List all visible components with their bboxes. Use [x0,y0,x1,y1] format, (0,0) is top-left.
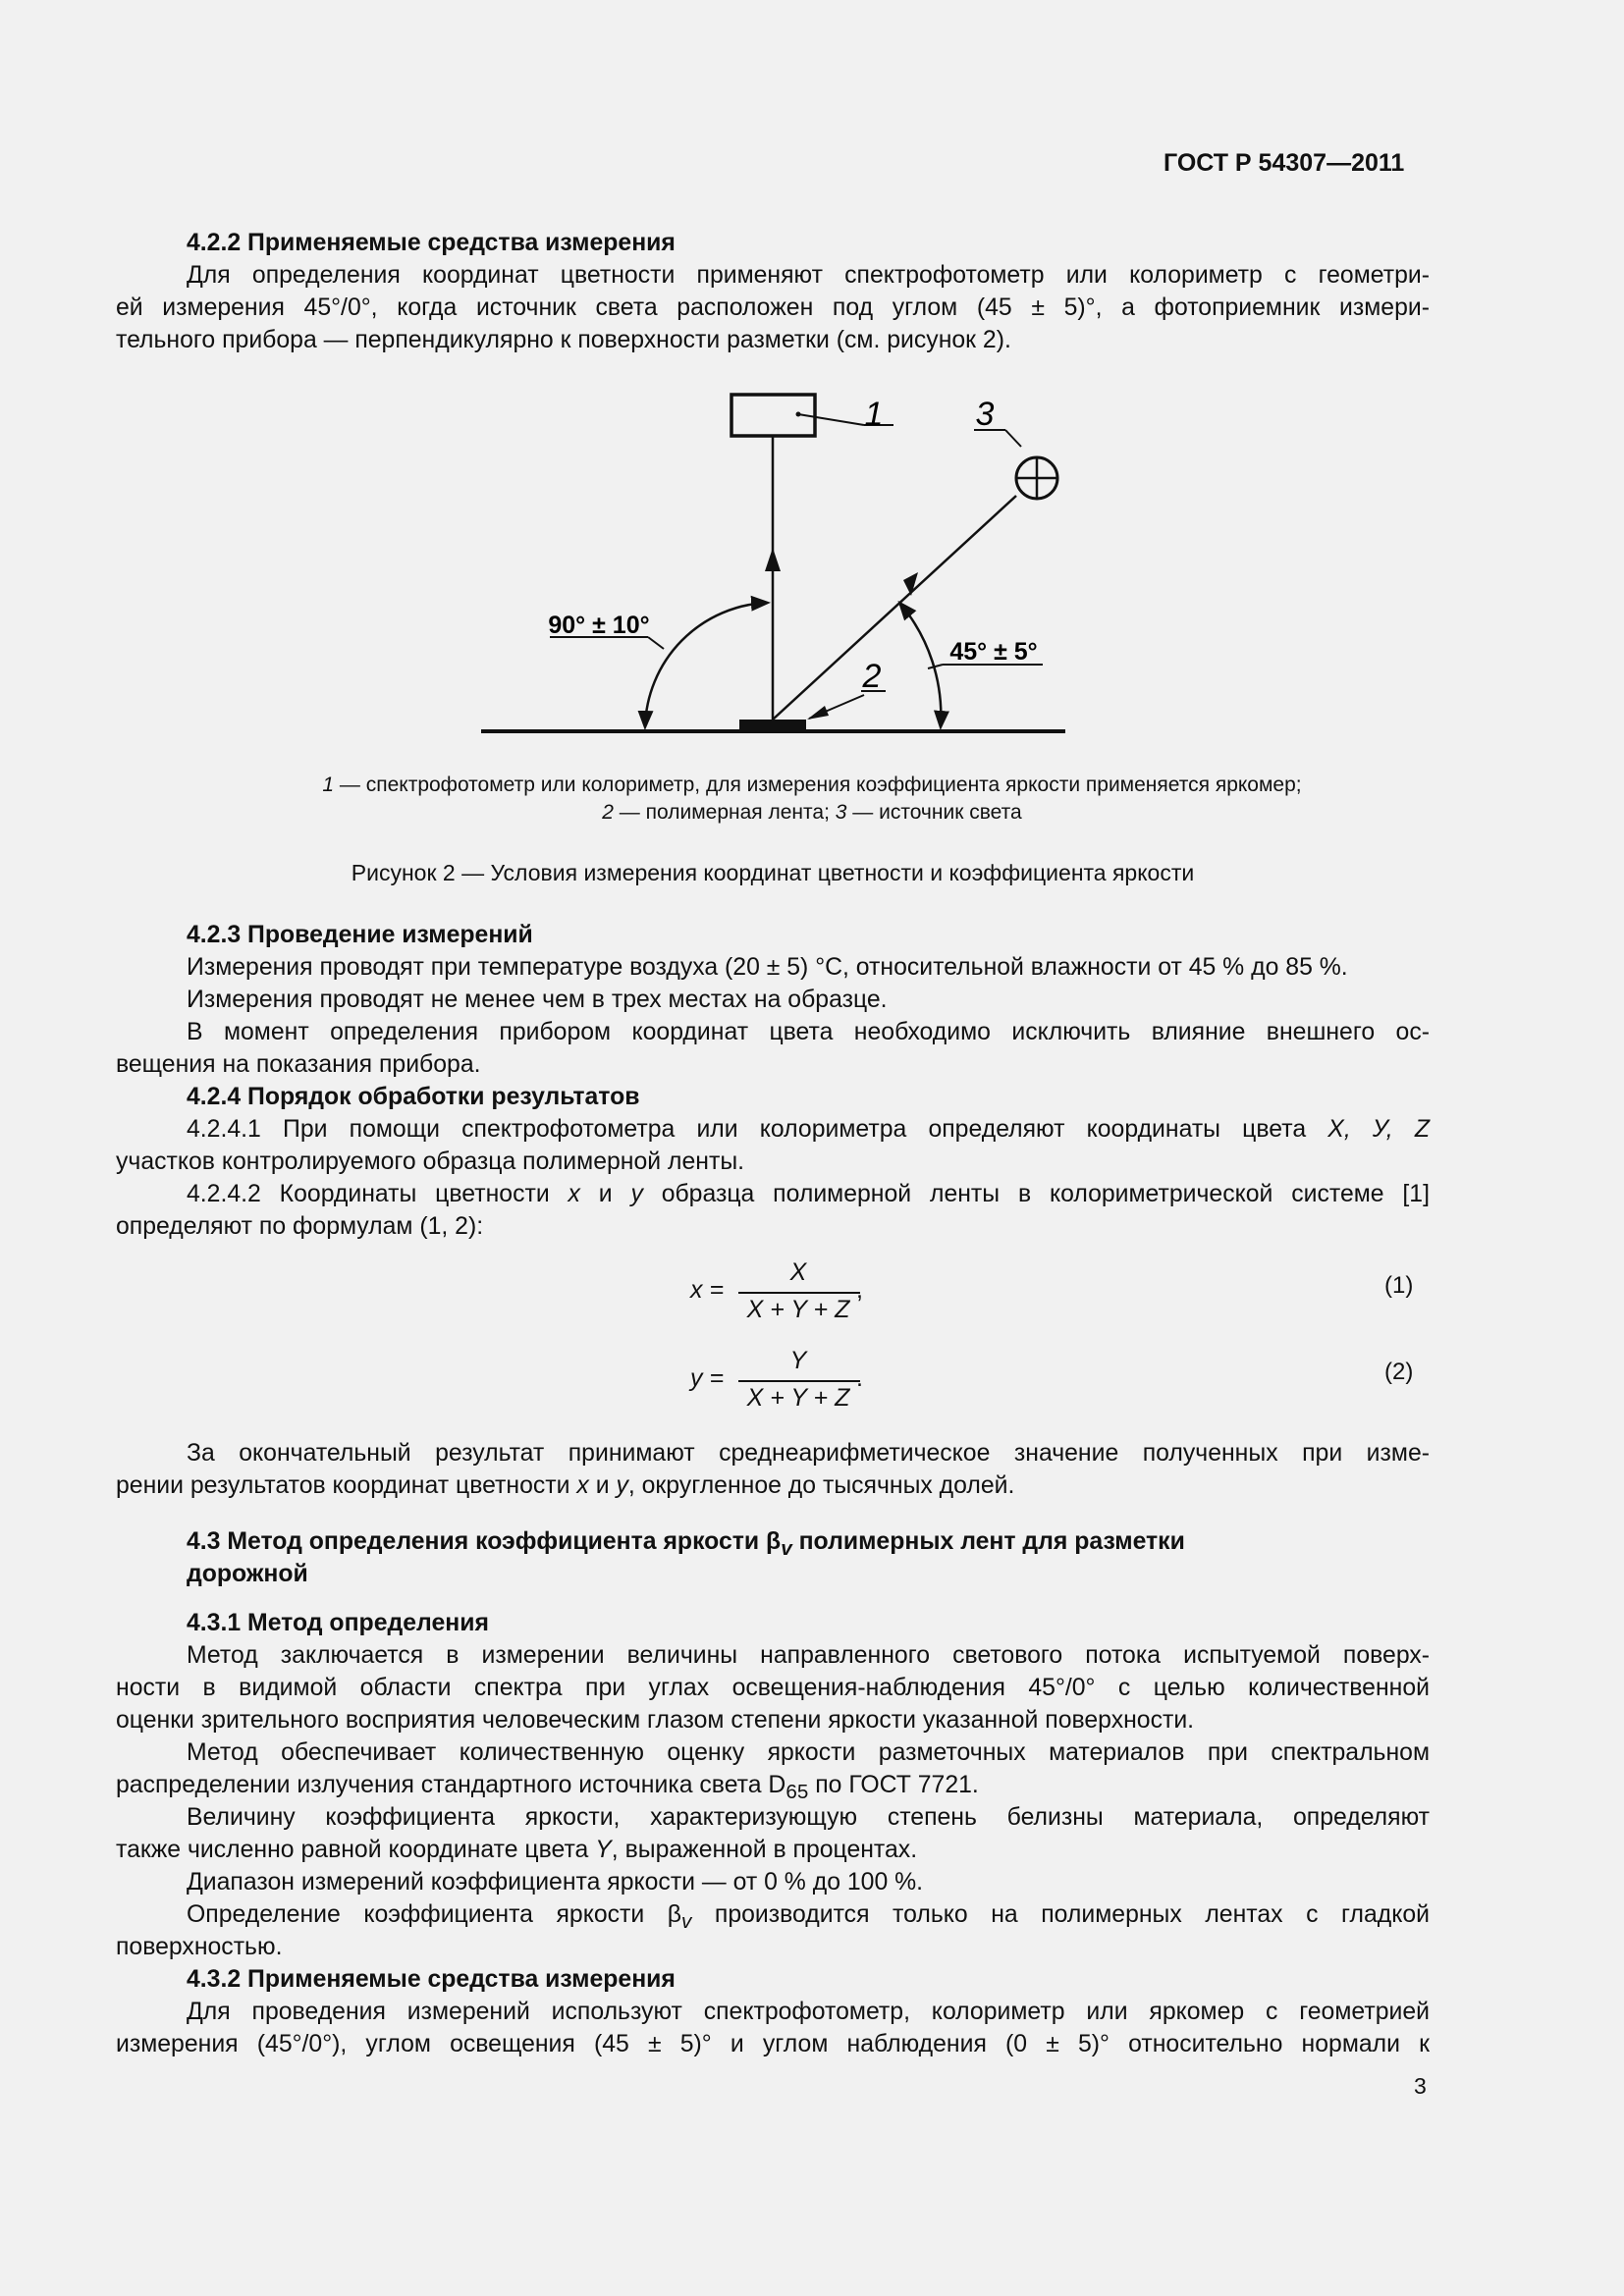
figure-legend-line-1: 1 — спектрофотометр или колориметр, для измерения коэффициента яркости применяется яркомер; [322,774,1302,796]
paragraph-line: Определение коэффициента яркости $\beta_v$ производится только на полимерных лентах с гладкой [187,1901,1431,1933]
down-arrow [903,572,918,596]
paragraph-line: ей измерения 45°/0°, когда источник света расположен под углом (45 ± 5)°, а фотоприемник измери- [116,294,1430,321]
paragraph-line: измерения (45°/0°), углом освещения (45 ± 5)° и углом наблюдения (0 ± 5)° относительно нормали к [116,2031,1430,2057]
paragraph-line: оценки зрительного восприятия человеческим глазом степени яркости указанной поверхности. [116,1707,1195,1734]
heading-4-3-1: 4.3.1 Метод определения [187,1610,489,1636]
page-number: 3 [1414,2073,1427,2099]
heading-4-3-cont: дорожной [187,1561,308,1587]
formula-2-number: (2) [1384,1359,1414,1385]
paragraph-line: Величину коэффициента яркости, характеризующую степень белизны материала, определяют [187,1804,1430,1831]
paragraph-line: вещения на показания прибора. [116,1051,481,1078]
paragraph-line: также численно равной координате цвета Y, выраженной в процентах. [116,1837,918,1863]
label-3: 3 [975,396,995,433]
heading-4-2-2: 4.2.2 Применяемые средства измерения [187,230,676,256]
formula-1-number: (1) [1384,1272,1414,1299]
paragraph-line: определяют по формулам (1, 2): [116,1213,484,1240]
heading-4-2-3: 4.2.3 Проведение измерений [187,922,533,948]
label-2: 2 [862,658,882,695]
standard-number: ГОСТ Р 54307—2011 [1164,149,1405,177]
angle-arc-90 [645,603,767,726]
paragraph-line: В момент определения прибором координат цвета необходимо исключить влияние внешнего ос- [187,1019,1430,1045]
label-1: 1 [864,396,884,433]
heading-4-2-4: 4.2.4 Порядок обработки результатов [187,1084,640,1110]
paragraph-line: ности в видимой области спектра при углах освещения-наблюдения 45°/0° с целью количественной [116,1675,1430,1701]
polymer-tape [739,720,806,731]
paragraph-line: Диапазон измерений коэффициента яркости — от 0 % до 100 %. [187,1869,924,1896]
paragraph-line: 4.2.4.1 При помощи спектрофотометра или колориметра определяют координаты цвета X, У, Z [187,1116,1430,1143]
angle-label-90: 90° ± 10° [548,612,650,639]
paragraph-line: тельного прибора — перпендикулярно к поверхности разметки (см. рисунок 2). [116,327,1011,353]
figure-legend-line-2: 2 — полимерная лента; 3 — источник света [602,801,1022,824]
paragraph-line: 4.2.4.2 Координаты цветности х и у образца полимерной ленты в колориметрической системе [1] [187,1181,1430,1207]
incident-ray [773,496,1016,720]
paragraph-line: Измерения проводят не менее чем в трех местах на образце. [187,987,888,1013]
paragraph-line: участков контролируемого образца полимерной ленты. [116,1148,745,1175]
paragraph-line: Для определения координат цветности применяют спектрофотометр или колориметр с геометри- [187,262,1430,289]
angle-label-45: 45° ± 5° [949,638,1038,666]
paragraph-line: Метод обеспечивает количественную оценку яркости разметочных материалов при спектральном [187,1739,1430,1766]
heading-4-3: 4.3 Метод определения коэффициента яркости $\beta_v$ полимерных лент для разметки [187,1528,1185,1560]
paragraph-line: рении результатов координат цветности х и у, округленное до тысячных долей. [116,1472,1015,1499]
paragraph-line: За окончательный результат принимают среднеарифметическое значение полученных при изме- [187,1440,1430,1467]
heading-4-3-2: 4.3.2 Применяемые средства измерения [187,1966,676,1993]
paragraph-line: поверхностью. [116,1934,283,1960]
figure-title: Рисунок 2 — Условия измерения координат цветности и коэффициента яркости [351,860,1195,885]
paragraph-line: Измерения проводят при температуре воздуха (20 ± 5) °С, относительной влажности от 45 % до 85 %. [187,954,1348,981]
leader-3 [1005,430,1021,447]
up-arrow [765,548,781,571]
angle-arc-45 [900,604,941,726]
leader-1 [798,414,864,425]
measurement-diagram [0,373,1624,746]
paragraph-line: распределении излучения стандартного источника света $D_{65}$ по ГОСТ 7721. [116,1772,979,1803]
paragraph-line: Для проведения измерений используют спектрофотометр, колориметр или яркомер с геометрией [187,1999,1430,2025]
paragraph-line: Метод заключается в измерении величины направленного светового потока испытуемой поверх- [187,1642,1430,1669]
